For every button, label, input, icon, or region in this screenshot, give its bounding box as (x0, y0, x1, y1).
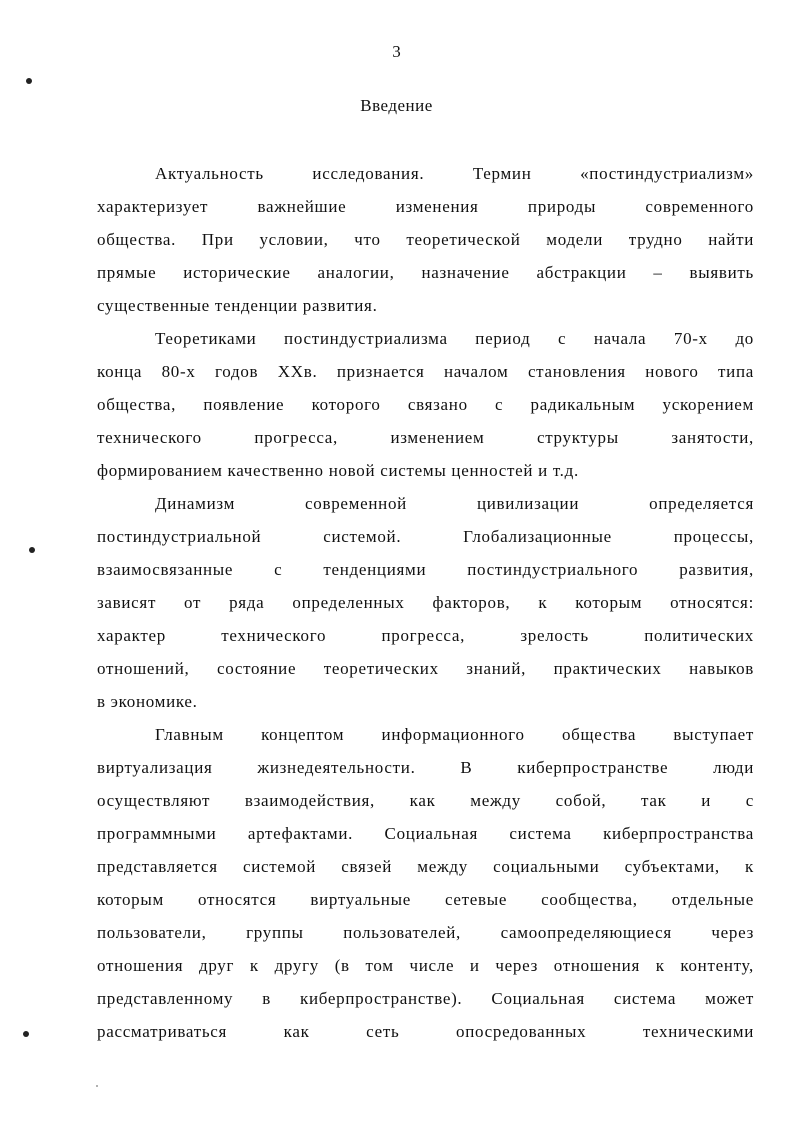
text-line: постиндустриальной системой. Глобализационные процессы, (97, 527, 754, 546)
text-line: общества, появление которого связано с радикальным ускорением (97, 395, 754, 414)
text-line: зависят от ряда определенных факторов, к которым относятся: (97, 593, 754, 612)
text-line: общества. При условии, что теоретической модели трудно найти (97, 230, 754, 249)
body-text (97, 157, 754, 1048)
page-number: 3 (392, 42, 401, 61)
text-line: которым относятся виртуальные сетевые сообщества, отдельные (97, 890, 754, 909)
scan-speck (96, 1085, 98, 1087)
text-line: представленному в киберпространстве). Социальная система может (97, 989, 754, 1008)
text-line: Динамизм современной цивилизации определяется (155, 494, 754, 513)
text-line: характер технического прогресса, зрелость политических (97, 626, 754, 645)
text-line: отношения друг к другу (в том числе и через отношения к контенту, (97, 956, 754, 975)
text-line: конца 80-х годов XXв. признается началом становления нового типа (97, 362, 754, 381)
paragraph (97, 322, 754, 487)
text-line: существенные тенденции развития. (97, 296, 378, 315)
text-line: программными артефактами. Социальная система киберпространства (97, 824, 754, 843)
text-line: отношений, состояние теоретических знаний, практических навыков (97, 659, 754, 678)
text-line: в экономике. (97, 692, 198, 711)
text-line: осуществляют взаимодействия, как между собой, так и с (97, 791, 754, 810)
text-line: Главным концептом информационного общества выступает (155, 725, 754, 744)
text-line: виртуализация жизнедеятельности. В киберпространстве люди (97, 758, 754, 777)
text-line: представляется системой связей между социальными субъектами, к (97, 857, 754, 876)
text-line: характеризует важнейшие изменения природы современного (97, 197, 754, 216)
margin-mark (29, 547, 35, 553)
paragraph (97, 718, 754, 1048)
section-heading: Введение (360, 96, 433, 115)
text-line: взаимосвязанные с тенденциями постиндустриального развития, (97, 560, 754, 579)
text-line: Теоретиками постиндустриализма период с начала 70-х до (155, 329, 754, 348)
paragraph (97, 487, 754, 718)
text-line: рассматриваться как сеть опосредованных техническими (97, 1022, 754, 1041)
text-line: формированием качественно новой системы ценностей и т.д. (97, 461, 579, 480)
margin-mark (23, 1031, 29, 1037)
text-line: Актуальность исследования. Термин «постиндустриализм» (155, 164, 754, 183)
text-line: технического прогресса, изменением структуры занятости, (97, 428, 754, 447)
text-line: прямые исторические аналогии, назначение абстракции – выявить (97, 263, 754, 282)
margin-mark (26, 78, 32, 84)
text-line: пользователи, группы пользователей, самоопределяющиеся через (97, 923, 754, 942)
paragraph (97, 157, 754, 322)
